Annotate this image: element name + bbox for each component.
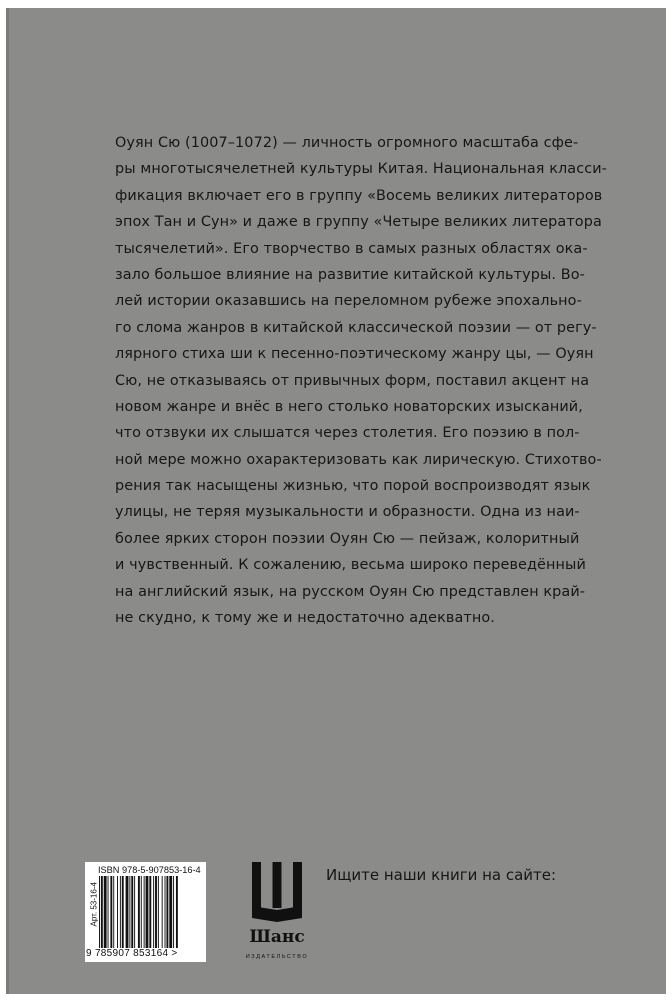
publisher-subtitle: ИЗДАТЕЛЬСТВО — [245, 954, 309, 960]
barcode-bar — [110, 876, 112, 948]
blurb-line: новом жанре и внёс в него столько новаторских изысканий, — [115, 398, 583, 415]
barcode-digits: 9 785907 853164 > — [86, 948, 178, 959]
blurb-text — [115, 130, 607, 631]
barcode-bar — [122, 876, 124, 948]
barcode-bar — [113, 876, 114, 948]
barcode-bar — [158, 876, 159, 948]
blurb-line: улицы, не теряя музыкальности и образности. Одна из наи- — [115, 504, 580, 521]
blurb-line: на английский язык, на русском Оуян Сю представлен край- — [115, 583, 586, 600]
blurb-line: лей истории оказавшись на переломном рубеже эпохально- — [115, 293, 582, 310]
blurb-line: тысячелетий». Его творчество в самых разных областях ока- — [115, 240, 588, 257]
barcode-bar — [149, 876, 151, 948]
publisher-name: Шанс — [249, 927, 305, 947]
site-prompt: Ищите наши книги на сайте: — [326, 866, 557, 884]
article-number: Арт. 53-16-4 — [89, 882, 99, 927]
barcode-bar — [131, 876, 133, 948]
barcode-bar — [153, 876, 154, 948]
blurb-line: зало большое влияние на развитие китайской культуры. Во- — [115, 266, 585, 283]
blurb-line: эпох Тан и Сун» и даже в группу «Четыре великих литератора — [115, 214, 602, 231]
isbn-text: ISBN 978-5-907853-16-4 — [98, 865, 201, 875]
barcode-bar — [146, 876, 149, 948]
blurb-line: Оуян Сю (1007–1072) — личность огромного масштаба сфе- — [115, 135, 579, 151]
blurb-line: ной мере можно охарактеризовать как лирическую. Стихотво- — [115, 451, 602, 468]
blurb-line: не скудно, к тому же и недостаточно адекватно. — [115, 610, 495, 627]
barcode-bar — [169, 876, 172, 948]
blurb-line: го слома жанров в китайской классической поэзии — от регу- — [115, 319, 597, 336]
blurb-line: Сю, не отказываясь от привычных форм, поставил акцент на — [115, 372, 590, 389]
blurb-line: более ярких сторон поэзии Оуян Сю — пейзаж, колоритный — [115, 530, 580, 547]
barcode-bar — [141, 876, 142, 948]
blurb-line: что отзвуки их слышатся через столетия. Его поэзию в пол- — [115, 425, 580, 442]
barcode-bar — [108, 876, 109, 948]
barcode-bar — [99, 876, 100, 948]
barcode-bar — [104, 876, 107, 948]
barcode-bar — [162, 876, 163, 948]
barcode-bar — [166, 876, 168, 948]
barcode-label — [85, 862, 206, 962]
barcode-bar — [126, 876, 129, 948]
barcode-bar — [120, 876, 121, 948]
barcode-bar — [173, 876, 174, 948]
barcode-bar — [155, 876, 157, 948]
barcode-bar — [129, 876, 130, 948]
publisher-logo — [242, 860, 312, 970]
barcode-bar — [134, 876, 135, 948]
barcode-bar — [176, 876, 178, 948]
blurb-line: ры многотысячелетней культуры Китая. Национальная класси- — [115, 161, 607, 178]
blurb-line: рения так насыщены жизнью, что порой воспроизводят язык — [115, 478, 591, 495]
barcode-bar — [138, 876, 140, 948]
barcode-bars — [99, 876, 203, 948]
barcode-bar — [144, 876, 145, 948]
blurb-line: лярного стиха ши к песенно-поэтическому жанру цы, — Оуян — [115, 346, 594, 363]
barcode-bar — [165, 876, 166, 948]
book-logo-icon — [250, 860, 304, 922]
barcode-bar — [101, 876, 103, 948]
blurb-line: фикация включает его в группу «Восемь великих литераторов — [115, 187, 603, 204]
blurb-line: и чувственный. К сожалению, весьма широко переведённый — [115, 557, 586, 574]
barcode-bar — [117, 876, 118, 948]
